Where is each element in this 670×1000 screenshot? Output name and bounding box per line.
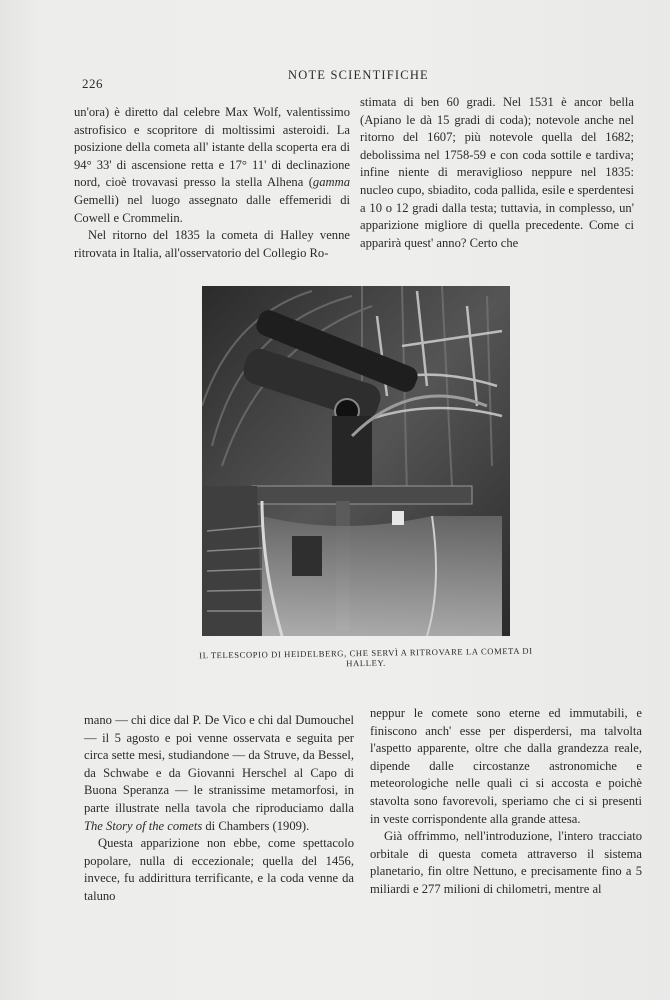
- telescope-illustration: [202, 286, 510, 636]
- bottom-right-column: [370, 705, 642, 899]
- bottom-left-column: [84, 712, 354, 906]
- paragraph: mano — chi dice dal P. De Vico e chi dal Dumouchel — il 5 agosto e poi venne osservata e seguita per circa sette mesi, studiandone — da Struve, da Bessel, da Schwabe e da Giovanni Herschel al Capo di Buona Speranza — le stranissime metamorfosi, in parte illustrate nella tavola che riproduciamo dalla The Story of the comets di Chambers (1909).: [84, 713, 354, 833]
- top-left-column: [74, 104, 350, 262]
- paragraph: neppur le comete sono eterne ed immutabili, e finiscono anch' esse per disperdersi, ma talvolta l'aspetto apparente, oltre che dalla grandezza reale, dipende dalle circostanze astronomiche e meteorologiche nelle quali ci si accosta e poichè stavolta sono favorevoli, speriamo che ci si presenti in veste corrispondente alla grande attesa.: [370, 706, 642, 826]
- telescope-photograph: [202, 286, 510, 636]
- running-title: NOTE SCIENTIFICHE: [288, 68, 429, 82]
- paragraph: Nel ritorno del 1835 la cometa di Halley venne ritrovata in Italia, all'osservatorio del Collegio Ro-: [74, 228, 350, 260]
- paragraph: Questa apparizione non ebbe, come spettacolo popolare, nulla di eccezionale; quella del 1456, invece, fu addirittura terrificante, e la coda venne da taluno: [84, 836, 354, 903]
- paragraph: un'ora) è diretto dal celebre Max Wolf, valentissimo astrofisico e scopritore di moltissimi asteroidi. La posizione della cometa all' istante della scoperta era di 94° 33' di ascensione retta e 17° 11' di declinazione nord, cioè trovavasi presso la stella Alhena (gamma Gemelli) nel luogo assegnato dalle effemeridi di Cowell e Crommelin.: [74, 105, 350, 225]
- paragraph: stimata di ben 60 gradi. Nel 1531 è ancor bella (Apiano le dà 15 gradi di coda); notevole anche nel ritorno del 1607; più notevole quella del 1682; debolissima nel 1758-59 e con coda sottile e tardiva; infine niente di meraviglioso neppure nel 1835: nucleo cupo, sbiadito, coda pallida, esile e sperdentesi a 10 o 12 gradi dalla testa; tuttavia, in complesso, un' apparizione migliore di quella precedente. Come ci apparirà quest' anno? Certo che: [360, 95, 634, 250]
- top-right-column: [360, 94, 634, 252]
- paragraph: Già offrimmo, nell'introduzione, l'intero tracciato orbitale di questa cometa attraverso il sistema planetario, fin oltre Nettuno, e precisamente fino a 5 miliardi e 277 milioni di chilometri, mentre al: [370, 829, 642, 896]
- page-header: [82, 66, 610, 91]
- figure-caption: IL TELESCOPIO DI HEIDELBERG, CHE SERVÌ A RITROVARE LA COMETA DI HALLEY.: [199, 645, 533, 669]
- page-number: 226: [82, 76, 103, 91]
